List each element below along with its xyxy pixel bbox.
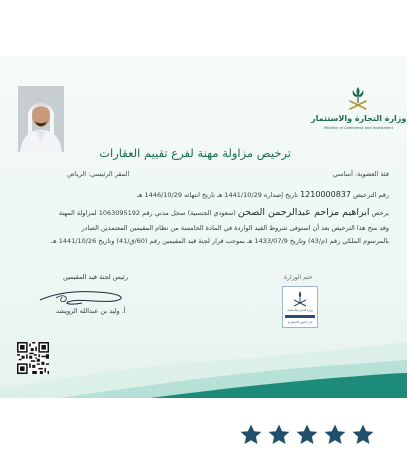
licensee-prefix: يرخص [371, 209, 389, 217]
decorative-wave [0, 328, 407, 398]
headquarters: المقر الرئيسي: الرياض [67, 170, 130, 178]
decree-reference-line: بالمرسوم الملكي رقم (م/43) وتاريخ 1433/07/9 هـ بموجب قرار لجنة قيد المقيمين رقم (60/ق/41) وتاريخ 1441/10/26 هـ [51, 237, 389, 245]
licensee-name: ابراهيم مزاحم عبدالرحمن الصحن [237, 207, 370, 218]
ministry-stamp-label: ختم الوزارة [284, 274, 313, 281]
ministry-logo [293, 86, 407, 136]
license-basis-line: وقد منح هذا الترخيص بعد أن استوفى شروط القيد الواردة في المادة الخامسة من نظام المقيمين المعتمدين الصادر [81, 224, 389, 232]
ministry-name-arabic: وزارة التجارة والاستثمار [311, 114, 407, 123]
certificate-title: ترخيص مزاولة مهنة لفرع تقييم العقارات [99, 146, 291, 160]
signer-name: أ. وليد بن عبدالله الرويشد [56, 307, 126, 315]
ministry-name-english: Ministry of Commerce and Investment [324, 126, 393, 130]
person-photo-icon [18, 86, 64, 152]
star-icon [295, 423, 319, 447]
ministry-stamp [282, 286, 318, 328]
licensee-info-line [59, 207, 389, 219]
star-icon [323, 423, 347, 447]
star-icon [267, 423, 291, 447]
licensee-photo [18, 86, 64, 152]
signature-graphic [38, 284, 130, 308]
saudi-emblem-icon [347, 86, 369, 112]
star-icon [239, 423, 263, 447]
membership-category: فئة العضوية: أساسي [332, 170, 389, 178]
stamp-emblem-icon [283, 289, 317, 309]
licensee-details: (سعودي الجنسية) سجل مدني رقم 1063095192 لمزاولة المهنة [58, 209, 236, 217]
license-number: 1210000837 [300, 190, 351, 199]
star-rating [239, 421, 387, 449]
stamp-ministry-text: وزارة التجارة والاستثمار [287, 309, 313, 312]
license-number-label: رقم الترخيص [353, 191, 389, 199]
license-dates: تاريخ إصداره 1441/10/29 هـ تاريخ انتهائه 1446/10/29 هـ [137, 191, 299, 199]
signer-title: رئيس لجنة قيد المقيمين [63, 273, 128, 281]
stamp-bar [285, 315, 315, 318]
license-info-line [137, 190, 389, 200]
license-certificate [0, 56, 407, 398]
star-icon [351, 423, 375, 447]
stamp-department-text: إدارة المهن الاستشارية [287, 321, 313, 324]
